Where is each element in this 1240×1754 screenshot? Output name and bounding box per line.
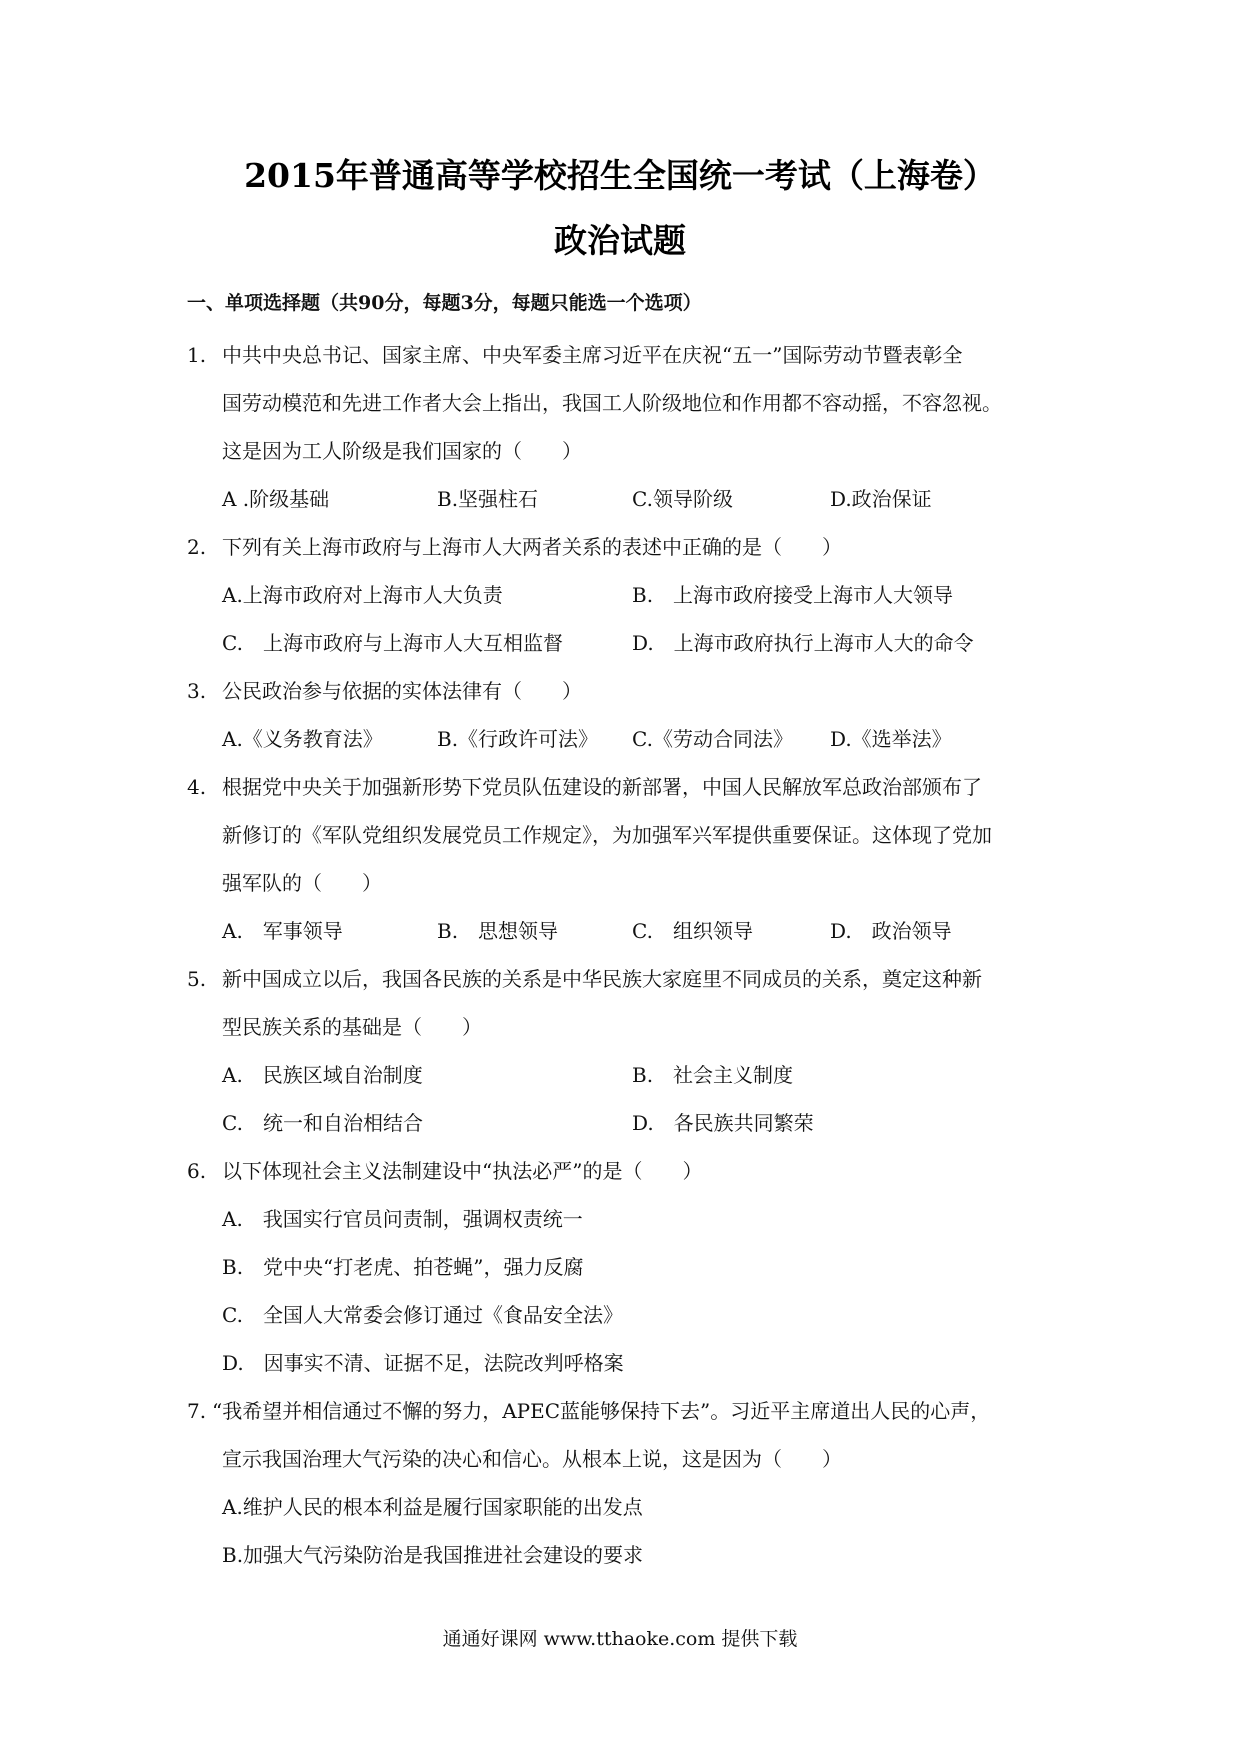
question-text-line: 这是因为工人阶级是我们国家的（ ）	[222, 439, 582, 463]
exam-title: 2015年普通高等学校招生全国统一考试（上海卷）	[244, 156, 996, 195]
option-d: D. 各民族共同繁荣	[632, 1111, 814, 1135]
question-number: 1.	[187, 343, 207, 367]
option-b: B. 上海市政府接受上海市人大领导	[632, 583, 954, 607]
option-a: A.《义务教育法》	[222, 727, 383, 751]
question-number: 7.	[187, 1399, 207, 1423]
option-c: C. 全国人大常委会修订通过《食品安全法》	[222, 1303, 623, 1327]
option-b: B.加强大气污染防治是我国推进社会建设的要求	[222, 1543, 644, 1567]
option-d: D. 上海市政府执行上海市人大的命令	[632, 631, 974, 655]
section-heading: 一、单项选择题（共90分，每题3分，每题只能选一个选项）	[187, 292, 702, 314]
question-number: 4.	[187, 775, 207, 799]
question-text-line: 下列有关上海市政府与上海市人大两者关系的表述中正确的是（ ）	[222, 535, 842, 559]
option-b: B. 党中央“打老虎、拍苍蝇”，强力反腐	[222, 1255, 584, 1279]
option-c: C. 组织领导	[632, 919, 753, 943]
question-text-line: 强军队的（ ）	[222, 871, 382, 895]
question-text-line: 宣示我国治理大气污染的决心和信心。从根本上说，这是因为（ ）	[222, 1447, 842, 1471]
option-a: A. 我国实行官员问责制，强调权责统一	[222, 1207, 583, 1231]
option-b: B. 思想领导	[437, 919, 559, 943]
option-b: B. 社会主义制度	[632, 1063, 794, 1087]
question-text-line: 型民族关系的基础是（ ）	[222, 1015, 482, 1039]
option-c: C.《劳动合同法》	[632, 727, 793, 751]
question-text-line: 公民政治参与依据的实体法律有（ ）	[222, 679, 582, 703]
option-c: C.领导阶级	[632, 487, 733, 511]
exam-subtitle: 政治试题	[554, 221, 686, 260]
question-text-line: 新修订的《军队党组织发展党员工作规定》，为加强军兴军提供重要保证。这体现了党加	[222, 823, 992, 847]
option-d: D. 因事实不清、证据不足，法院改判呼格案	[222, 1351, 624, 1375]
question-text-line: 根据党中央关于加强新形势下党员队伍建设的新部署，中国人民解放军总政治部颁布了	[222, 775, 982, 799]
question-text-line: “我希望并相信通过不懈的努力，APEC蓝能够保持下去”。习近平主席道出人民的心声，	[212, 1399, 991, 1423]
question-number: 3.	[187, 679, 207, 703]
option-a: A .阶级基础	[222, 487, 330, 511]
question-text-line: 国劳动模范和先进工作者大会上指出，我国工人阶级地位和作用都不容动摇，不容忽视。	[222, 391, 1002, 415]
option-a: A. 民族区域自治制度	[222, 1063, 423, 1087]
option-d: D. 政治领导	[830, 919, 952, 943]
option-d: D.政治保证	[830, 487, 932, 511]
option-c: C. 上海市政府与上海市人大互相监督	[222, 631, 563, 655]
option-a: A. 军事领导	[222, 919, 343, 943]
option-a: A.维护人民的根本利益是履行国家职能的出发点	[222, 1495, 643, 1519]
question-text-line: 以下体现社会主义法制建设中“执法必严”的是（ ）	[222, 1159, 703, 1183]
question-number: 6.	[187, 1159, 207, 1183]
question-text-line: 新中国成立以后，我国各民族的关系是中华民族大家庭里不同成员的关系，奠定这种新	[222, 967, 982, 991]
option-a: A.上海市政府对上海市人大负责	[222, 583, 503, 607]
option-d: D.《选举法》	[830, 727, 952, 751]
footer-source: 通通好课网 www.tthaoke.com 提供下载	[442, 1628, 798, 1650]
question-text-line: 中共中央总书记、国家主席、中央军委主席习近平在庆祝“五一”国际劳动节暨表彰全	[222, 343, 963, 367]
option-b: B.《行政许可法》	[437, 727, 599, 751]
question-number: 5.	[187, 967, 207, 991]
option-b: B.坚强柱石	[437, 487, 539, 511]
question-number: 2.	[187, 535, 207, 559]
option-c: C. 统一和自治相结合	[222, 1111, 423, 1135]
